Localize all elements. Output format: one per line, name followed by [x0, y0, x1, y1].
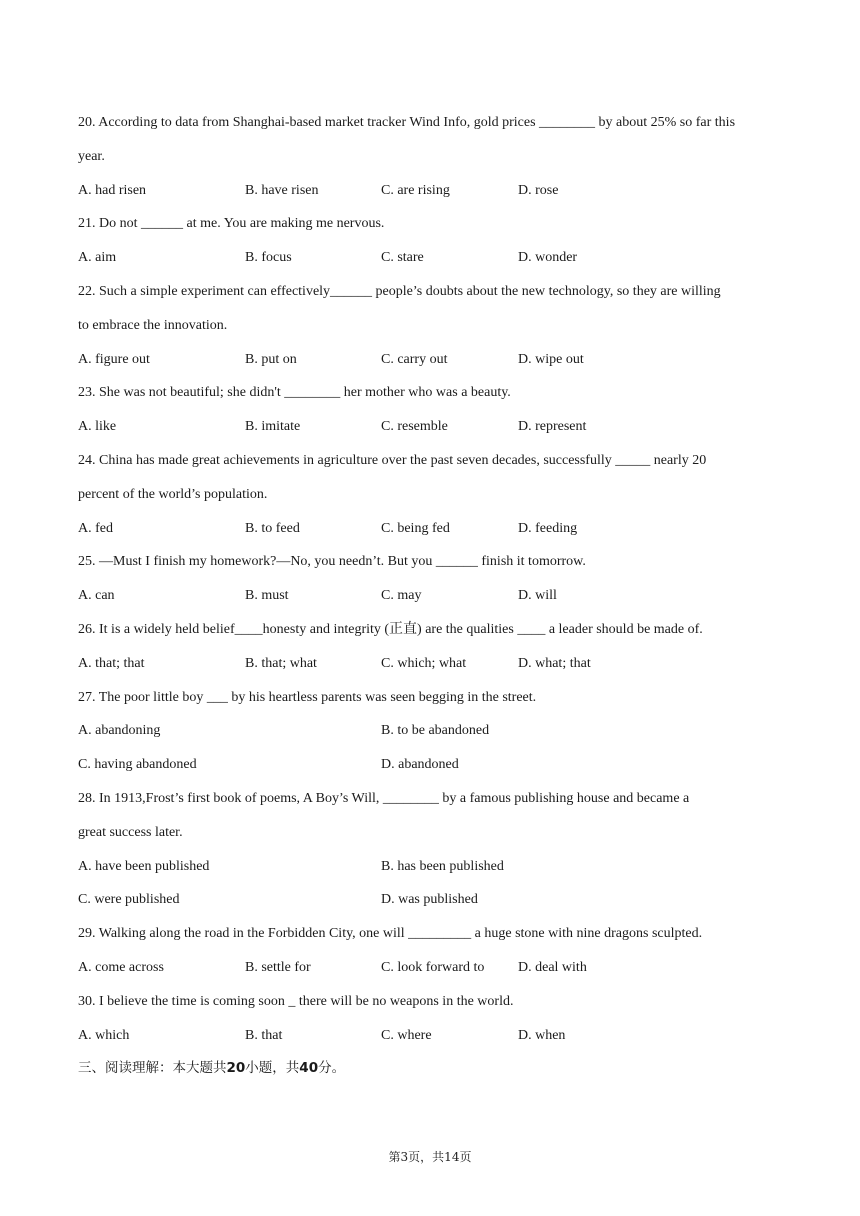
question-stem: I believe the time is coming soon _ there will be no weapons in the world.: [99, 993, 514, 1009]
question-23: 23. She was not beautiful; she didn't ________ her mother who was a beauty.: [78, 385, 511, 401]
question-stem: China has made great achievements in agriculture over the past seven decades, successfully _____ nearly 20: [99, 452, 707, 468]
option-b: B. to be abandoned: [381, 723, 490, 739]
question-stem: Walking along the road in the Forbidden City, one will _________ a huge stone with nine dragons sculpted.: [98, 926, 703, 942]
option-c: C. are rising: [381, 182, 450, 198]
question-22: 22. Such a simple experiment can effectively______ people’s doubts about the new technology, so they are willing: [78, 283, 721, 299]
question-30: 30. I believe the time is coming soon _ there will be no weapons in the world.: [78, 993, 514, 1009]
option-a: A. come across: [78, 959, 164, 975]
options-row: [78, 850, 788, 884]
option-d: D. what; that: [518, 655, 591, 671]
option-b: B. must: [245, 588, 289, 604]
question-stem: In 1913,Frost’s first book of poems, A Boy’s Will, ________ by a famous publishing house and became a: [99, 790, 690, 806]
question-stem: Do not ______ at me. You are making me nervous.: [99, 216, 385, 232]
question-stem: According to data from Shanghai-based market tracker Wind Info, gold prices ________ by about 25% so far this: [98, 115, 736, 130]
option-c: C. were published: [78, 892, 180, 908]
question-20: 20. According to data from Shanghai-based market tracker Wind Info, gold prices ________ by about 25% so far this: [78, 115, 736, 130]
option-a: A. aim: [78, 250, 117, 266]
question-stem: Such a simple experiment can effectively______ people’s doubts about the new technology, so they are willing: [99, 283, 721, 299]
option-a: A. which: [78, 1027, 130, 1043]
option-b: B. imitate: [245, 419, 301, 435]
question-stem: —Must I finish my homework?—No, you needn’t. But you ______ finish it tomorrow.: [99, 554, 586, 570]
options-row: [78, 647, 788, 681]
question-24: 24. China has made great achievements in agriculture over the past seven decades, successfully _____ nearly 20: [78, 452, 707, 468]
option-a: A. that; that: [78, 655, 145, 671]
options-row: [78, 748, 788, 782]
options-row: [78, 241, 788, 275]
option-d: D. abandoned: [381, 757, 459, 773]
question-stem-continued: great success later.: [78, 824, 183, 840]
options-row: [78, 512, 788, 546]
option-b: B. that; what: [245, 655, 317, 671]
option-d: D. was published: [381, 892, 478, 908]
option-a: A. fed: [78, 520, 113, 536]
options-row: [78, 951, 788, 985]
option-a: A. can: [78, 588, 115, 604]
options-row: [78, 174, 788, 208]
option-c: C. carry out: [381, 351, 448, 367]
option-b: B. settle for: [245, 959, 311, 975]
option-d: D. wipe out: [518, 351, 584, 367]
option-a: A. figure out: [78, 351, 150, 367]
option-c: C. being fed: [381, 520, 450, 536]
question-25: 25. —Must I finish my homework?—No, you needn’t. But you ______ finish it tomorrow.: [78, 554, 586, 570]
question-stem: The poor little boy ___ by his heartless parents was seen begging in the street.: [98, 689, 537, 705]
option-d: D. will: [518, 588, 557, 604]
page-number: 第3页，共14页: [388, 1150, 472, 1164]
question-28: 28. In 1913,Frost’s first book of poems, A Boy’s Will, ________ by a famous publishing house and became a: [78, 790, 690, 806]
option-a: A. have been published: [78, 858, 210, 874]
option-d: D. deal with: [518, 959, 587, 975]
option-a: A. like: [78, 419, 117, 435]
question-26: 26. It is a widely held belief____honesty and integrity (正直) are the qualities ____ a leader should be made of.: [78, 621, 703, 637]
option-b: B. to feed: [245, 520, 300, 536]
question-stem-continued: to embrace the innovation.: [78, 317, 228, 333]
options-row: [78, 343, 788, 377]
question-stem-continued: percent of the world’s population.: [78, 486, 268, 502]
option-c: C. where: [381, 1027, 432, 1043]
option-b: B. has been published: [381, 858, 504, 874]
options-row: [78, 1019, 788, 1053]
option-d: D. feeding: [518, 520, 578, 536]
question-27: 27. The poor little boy ___ by his heartless parents was seen begging in the street.: [78, 689, 537, 705]
question-29: 29. Walking along the road in the Forbidden City, one will _________ a huge stone with nine dragons sculpted.: [78, 926, 703, 942]
option-c: C. stare: [381, 250, 424, 266]
question-21: 21. Do not ______ at me. You are making me nervous.: [78, 216, 385, 232]
option-c: C. which; what: [381, 655, 467, 671]
option-c: C. look forward to: [381, 959, 485, 975]
option-d: D. rose: [518, 182, 559, 198]
question-stem: It is a widely held belief____honesty and integrity (正直) are the qualities ____ a leader should be made of.: [99, 621, 703, 637]
option-d: D. when: [518, 1027, 566, 1043]
option-d: D. wonder: [518, 250, 578, 266]
option-b: B. focus: [245, 250, 292, 266]
options-row: [78, 410, 788, 444]
options-row: [78, 579, 788, 613]
options-row: [78, 883, 788, 917]
question-list: [78, 106, 788, 1086]
question-stem: She was not beautiful; she didn't ________ her mother who was a beauty.: [99, 385, 511, 401]
option-c: C. may: [381, 588, 422, 604]
option-a: A. abandoning: [78, 723, 161, 739]
question-stem-continued: year.: [78, 148, 105, 164]
option-d: D. represent: [518, 419, 587, 435]
option-c: C. having abandoned: [78, 757, 197, 773]
option-b: B. that: [245, 1027, 283, 1043]
option-c: C. resemble: [381, 419, 448, 435]
options-row: [78, 714, 788, 748]
section-heading: 三、阅读理解：本大题共20小题，共40分。: [78, 1060, 346, 1077]
option-a: A. had risen: [78, 182, 147, 198]
option-b: B. put on: [245, 351, 297, 367]
option-b: B. have risen: [245, 182, 319, 198]
